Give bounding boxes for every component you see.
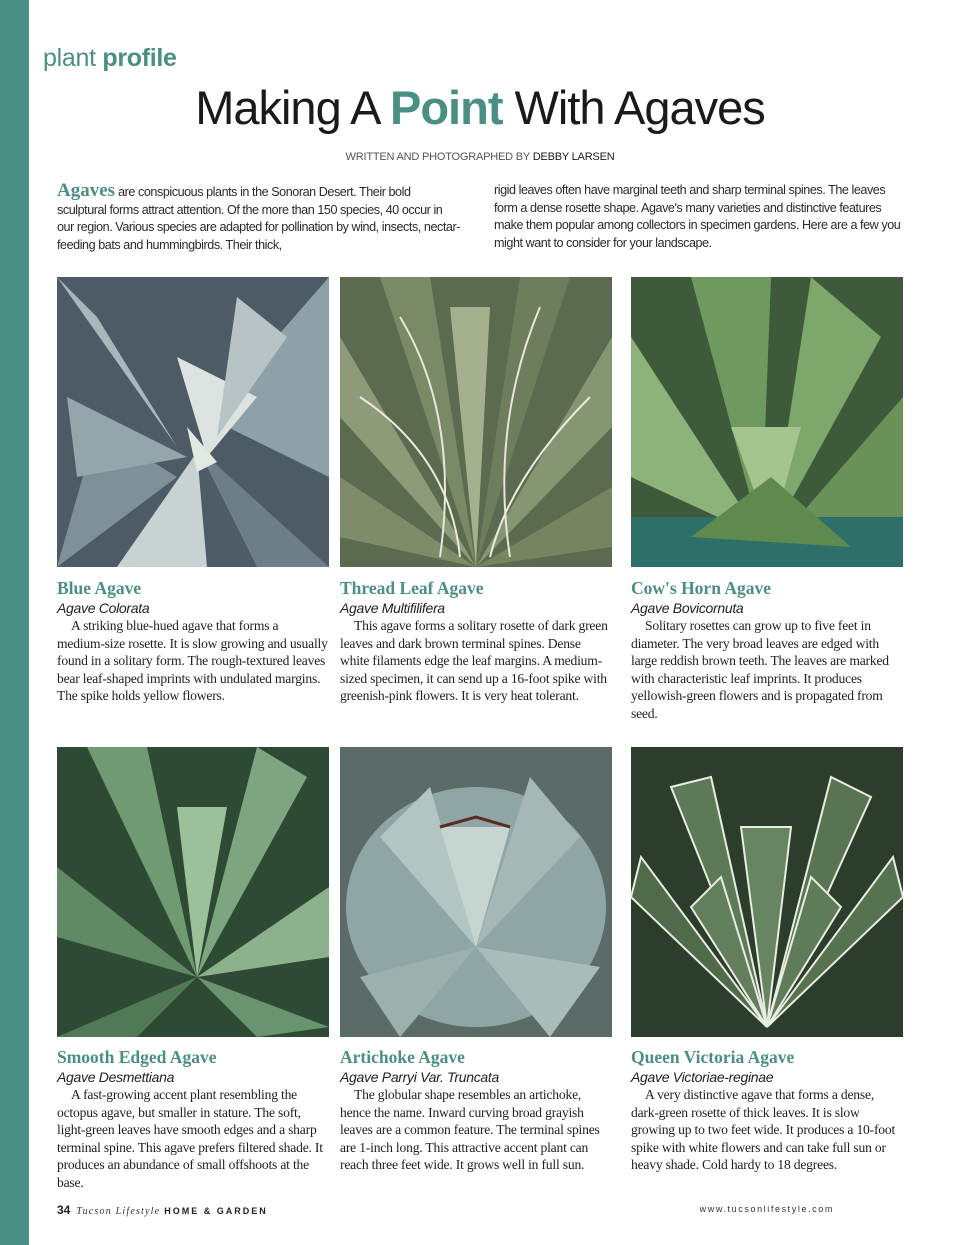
title-post: With Agaves <box>502 81 765 134</box>
title-pre: Making A <box>195 81 390 134</box>
thread-leaf-agave-caption <box>340 577 612 705</box>
magazine-section: HOME & GARDEN <box>164 1206 268 1216</box>
title-accent: Point <box>390 81 503 134</box>
website-link[interactable]: www.tucsonlifestyle.com <box>699 1204 834 1214</box>
plant-description: The globular shape resembles an artichoke, hence the name. Inward curving broad grayish leaves are a common feature. The terminal spines are 1-inch long. This attractive accent plant can reach three feet wide. It grows well in full sun. <box>340 1087 600 1173</box>
plant-scientific-name: Agave Desmettiana <box>57 1069 175 1085</box>
blue-agave-caption <box>57 577 329 705</box>
plant-description: Solitary rosettes can grow up to five feet in diameter. The very broad leaves are edged with large reddish brown teeth. The leaves are marked with characteristic leaf imprints. It produces yellowish-green flowers and is propagated from seed. <box>631 618 889 721</box>
plant-scientific-name: Agave Parryi Var. Truncata <box>340 1069 499 1085</box>
section-label <box>43 44 177 73</box>
intro-column-right: rigid leaves often have marginal teeth and sharp terminal spines. The leaves form a dense rosette shape. Agave's many varieties and distinctive features make them popular among collectors in specimen gardens. Here are a few you might want to consider for your landscape. <box>494 183 901 250</box>
plant-name: Cow's Horn Agave <box>631 578 771 598</box>
intro-lead-word: Agaves <box>57 180 116 201</box>
byline-author: DEBBY LARSEN <box>532 151 615 163</box>
artichoke-agave-photo <box>340 747 612 1037</box>
cows-horn-agave-caption <box>631 577 903 723</box>
smooth-edged-agave-photo <box>57 747 329 1037</box>
smooth-edged-agave-caption <box>57 1046 329 1192</box>
plant-name: Thread Leaf Agave <box>340 578 484 598</box>
plant-name: Queen Victoria Agave <box>631 1047 795 1067</box>
byline <box>0 151 960 163</box>
queen-victoria-agave-photo <box>631 747 903 1037</box>
plant-name: Blue Agave <box>57 578 142 598</box>
page-footer <box>57 1203 268 1217</box>
plant-description: A fast-growing accent plant resembling the octopus agave, but smaller in stature. The soft, light-green leaves have smooth edges and a sharp terminal spine. This agave prefers filtered shade. It produces an abundance of small offshoots at the base. <box>57 1087 323 1190</box>
plant-description: A very distinctive agave that forms a dense, dark-green rosette of thick leaves. It is slow growing up to two feet wide. It produces a 10-foot spike with white flowers and can take full sun or heavy shade. Cold hardy to 18 degrees. <box>631 1087 896 1173</box>
thread-leaf-agave-photo <box>340 277 612 567</box>
plant-name: Artichoke Agave <box>340 1047 465 1067</box>
cows-horn-agave-photo <box>631 277 903 567</box>
page-number: 34 <box>57 1203 71 1217</box>
plant-scientific-name: Agave Bovicornuta <box>631 600 744 616</box>
plant-name: Smooth Edged Agave <box>57 1047 217 1067</box>
plant-scientific-name: Agave Victoriae-reginae <box>631 1069 774 1085</box>
plant-scientific-name: Agave Colorata <box>57 600 150 616</box>
artichoke-agave-caption <box>340 1046 612 1174</box>
byline-prefix: WRITTEN AND PHOTOGRAPHED BY <box>345 151 533 163</box>
intro-column-left <box>57 182 462 254</box>
section-label-bold: profile <box>102 44 177 72</box>
queen-victoria-agave-caption <box>631 1046 903 1174</box>
section-label-light: plant <box>43 44 103 72</box>
plant-description: A striking blue-hued agave that forms a medium-size rosette. It is slow growing and usually found in a solitary form. The rough-textured leaves bear leaf-shaped imprints with undulated margins. The spike holds yellow flowers. <box>57 618 328 704</box>
side-color-bar <box>0 0 29 1245</box>
magazine-name: Tucson Lifestyle <box>76 1206 161 1217</box>
blue-agave-photo <box>57 277 329 567</box>
plant-description: This agave forms a solitary rosette of dark green leaves and dark brown terminal spines. Dense white filaments edge the leaf margins. A medium-sized specimen, it can send up a 16-foot spike with greenish-pink flowers. It is very heat tolerant. <box>340 618 608 704</box>
intro-left-text: are conspicuous plants in the Sonoran Desert. Their bold sculptural forms attract attention. Of the more than 150 species, 40 occur in our region. Various species are adapted for pollination by wind, insects, nectar-feeding bats and hummingbirds. Their thick, <box>57 185 460 252</box>
page-title <box>0 80 960 135</box>
plant-scientific-name: Agave Multifilifera <box>340 600 445 616</box>
